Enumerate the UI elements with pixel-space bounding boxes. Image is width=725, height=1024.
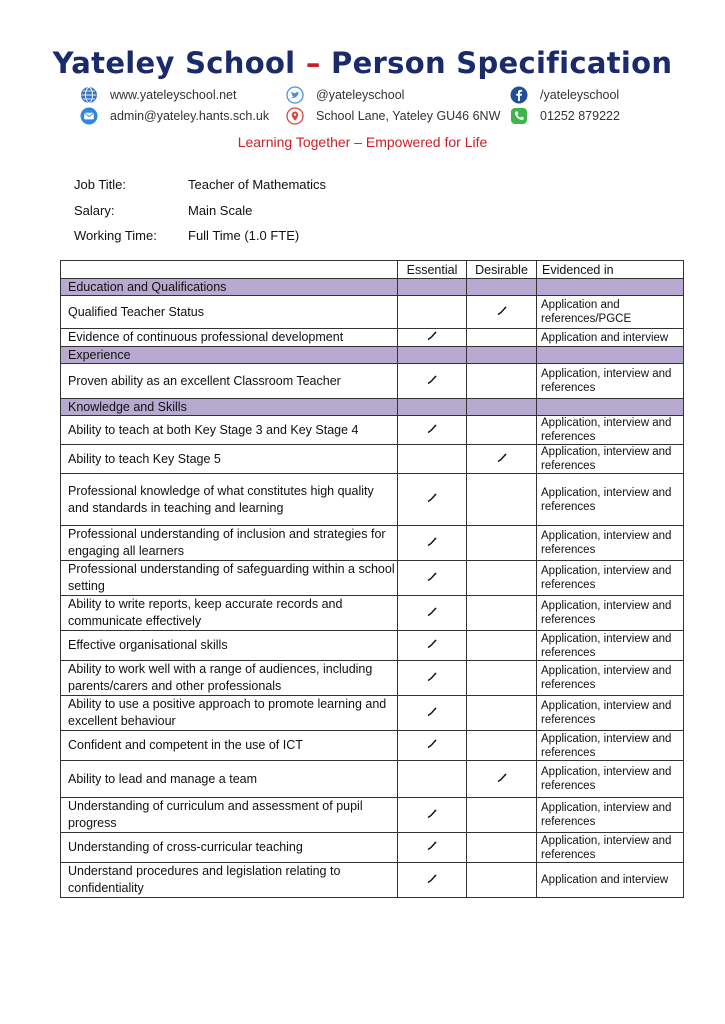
requirement-cell: Professional understanding of safeguarding within a school setting [61, 561, 398, 596]
table-row [61, 445, 684, 474]
table-row [61, 863, 684, 898]
table-row [61, 631, 684, 661]
table-row [61, 561, 684, 596]
check-mark-icon [426, 537, 438, 551]
evidence-cell: Application, interview and references [537, 761, 684, 798]
salary-row [74, 203, 253, 218]
check-mark-icon [496, 306, 508, 320]
check-mark-icon [426, 874, 438, 888]
essential-cell [398, 329, 467, 347]
table-row [61, 526, 684, 561]
globe-icon [80, 86, 98, 104]
check-mark-icon [426, 572, 438, 586]
table-row [61, 696, 684, 731]
facebook-icon [510, 86, 528, 104]
desirable-cell [467, 596, 537, 631]
essential-cell [398, 445, 467, 474]
requirement-cell: Effective organisational skills [61, 631, 398, 661]
evidence-cell: Application, interview and references [537, 833, 684, 863]
essential-cell [398, 416, 467, 445]
evidence-cell: Application, interview and references [537, 661, 684, 696]
evidence-cell: Application, interview and references [537, 416, 684, 445]
evidence-cell: Application, interview and references [537, 731, 684, 761]
check-mark-icon [426, 809, 438, 823]
evidence-cell: Application, interview and references [537, 445, 684, 474]
table-row [61, 761, 684, 798]
table-row [61, 329, 684, 347]
title-main: Yateley School [52, 46, 306, 80]
address-text: School Lane, Yateley GU46 6NW [316, 109, 501, 123]
desirable-cell [467, 798, 537, 833]
evidence-cell: Application, interview and references [537, 798, 684, 833]
working-time-row [74, 228, 300, 243]
section-row [61, 279, 684, 296]
desirable-cell [467, 833, 537, 863]
evidence-cell: Application, interview and references [537, 526, 684, 561]
check-mark-icon [426, 841, 438, 855]
table-row [61, 731, 684, 761]
facebook-text: /yateleyschool [540, 88, 620, 102]
requirement-cell: Understanding of curriculum and assessment of pupil progress [61, 798, 398, 833]
email-text: admin@yateley.hants.sch.uk [110, 109, 270, 123]
phone-icon [510, 107, 528, 125]
requirement-cell: Ability to lead and manage a team [61, 761, 398, 798]
requirement-cell: Ability to teach Key Stage 5 [61, 445, 398, 474]
essential-cell [398, 798, 467, 833]
evidence-cell: Application and interview [537, 863, 684, 898]
contact-facebook[interactable] [510, 86, 619, 104]
table-row [61, 364, 684, 399]
website-text: www.yateleyschool.net [110, 88, 237, 102]
evidence-cell: Application, interview and references [537, 696, 684, 731]
title-tail: Person Specification [320, 46, 673, 80]
essential-cell [398, 761, 467, 798]
section-education: Education and Qualifications [61, 279, 398, 296]
contact-twitter[interactable] [286, 86, 404, 104]
section-row [61, 399, 684, 416]
contact-phone[interactable] [510, 107, 620, 125]
job-title-value: Teacher of Mathematics [188, 177, 327, 192]
essential-cell [398, 474, 467, 526]
essential-cell [398, 661, 467, 696]
requirement-cell: Ability to teach at both Key Stage 3 and Key Stage 4 [61, 416, 398, 445]
phone-text: 01252 879222 [540, 109, 620, 123]
essential-cell [398, 296, 467, 329]
essential-cell [398, 526, 467, 561]
table-header-row [61, 261, 684, 279]
essential-cell [398, 731, 467, 761]
table-row [61, 474, 684, 526]
twitter-text: @yateleyschool [316, 88, 405, 102]
desirable-cell [467, 863, 537, 898]
desirable-cell [467, 474, 537, 526]
evidence-cell: Application, interview and references [537, 596, 684, 631]
table-row [61, 833, 684, 863]
title-dash: – [305, 46, 321, 80]
evidence-cell: Application, interview and references [537, 364, 684, 399]
requirement-cell: Professional knowledge of what constitutes high quality and standards in teaching and learning [61, 474, 398, 526]
essential-cell [398, 696, 467, 731]
evidence-cell: Application, interview and references [537, 474, 684, 526]
essential-cell [398, 833, 467, 863]
requirement-cell: Proven ability as an excellent Classroom Teacher [61, 364, 398, 399]
essential-cell [398, 631, 467, 661]
header-evidenced: Evidenced in [537, 261, 684, 279]
working-time-value: Full Time (1.0 FTE) [188, 228, 300, 243]
tagline: Learning Together – Empowered for Life [237, 134, 488, 150]
desirable-cell [467, 696, 537, 731]
desirable-cell [467, 731, 537, 761]
check-mark-icon [426, 639, 438, 653]
salary-label: Salary: [74, 203, 115, 218]
requirement-cell: Ability to write reports, keep accurate records and communicate effectively [61, 596, 398, 631]
header-essential: Essential [398, 261, 467, 279]
essential-cell [398, 364, 467, 399]
requirement-cell: Understand procedures and legislation relating to confidentiality [61, 863, 398, 898]
table-row [61, 416, 684, 445]
person-spec-table [60, 260, 684, 898]
desirable-cell [467, 561, 537, 596]
section-row [61, 347, 684, 364]
requirement-cell: Ability to work well with a range of audiences, including parents/carers and other professionals [61, 661, 398, 696]
desirable-cell [467, 631, 537, 661]
essential-cell [398, 596, 467, 631]
check-mark-icon [426, 739, 438, 753]
evidence-cell: Application and references/PGCE [537, 296, 684, 329]
requirement-cell: Confident and competent in the use of ICT [61, 731, 398, 761]
essential-cell [398, 863, 467, 898]
check-mark-icon [496, 453, 508, 467]
page-title [0, 46, 725, 80]
desirable-cell [467, 329, 537, 347]
job-title-label: Job Title: [74, 177, 127, 192]
requirement-cell: Qualified Teacher Status [61, 296, 398, 329]
table-row [61, 596, 684, 631]
twitter-icon [286, 86, 304, 104]
working-time-label: Working Time: [74, 228, 157, 243]
requirement-cell: Professional understanding of inclusion and strategies for engaging all learners [61, 526, 398, 561]
table-row [61, 296, 684, 329]
essential-cell [398, 561, 467, 596]
requirement-cell: Understanding of cross-curricular teaching [61, 833, 398, 863]
check-mark-icon [426, 707, 438, 721]
section-experience: Experience [61, 347, 398, 364]
desirable-cell [467, 364, 537, 399]
desirable-cell [467, 416, 537, 445]
check-mark-icon [496, 773, 508, 787]
email-icon [80, 107, 98, 125]
check-mark-icon [426, 672, 438, 686]
header-requirement [61, 261, 398, 279]
contact-email[interactable] [80, 107, 269, 125]
desirable-cell [467, 761, 537, 798]
requirement-cell: Evidence of continuous professional development [61, 329, 398, 347]
check-mark-icon [426, 375, 438, 389]
location-pin-icon [286, 107, 304, 125]
job-title-row [74, 177, 327, 192]
contact-website[interactable] [80, 86, 236, 104]
evidence-cell: Application and interview [537, 329, 684, 347]
header-desirable: Desirable [467, 261, 537, 279]
check-mark-icon [426, 424, 438, 438]
check-mark-icon [426, 493, 438, 507]
contact-address [286, 107, 500, 125]
evidence-cell: Application, interview and references [537, 561, 684, 596]
salary-value: Main Scale [188, 203, 253, 218]
table-row [61, 661, 684, 696]
desirable-cell [467, 661, 537, 696]
desirable-cell [467, 526, 537, 561]
section-knowledge: Knowledge and Skills [61, 399, 398, 416]
check-mark-icon [426, 331, 438, 345]
check-mark-icon [426, 607, 438, 621]
requirement-cell: Ability to use a positive approach to promote learning and excellent behaviour [61, 696, 398, 731]
desirable-cell [467, 296, 537, 329]
evidence-cell: Application, interview and references [537, 631, 684, 661]
desirable-cell [467, 445, 537, 474]
table-row [61, 798, 684, 833]
